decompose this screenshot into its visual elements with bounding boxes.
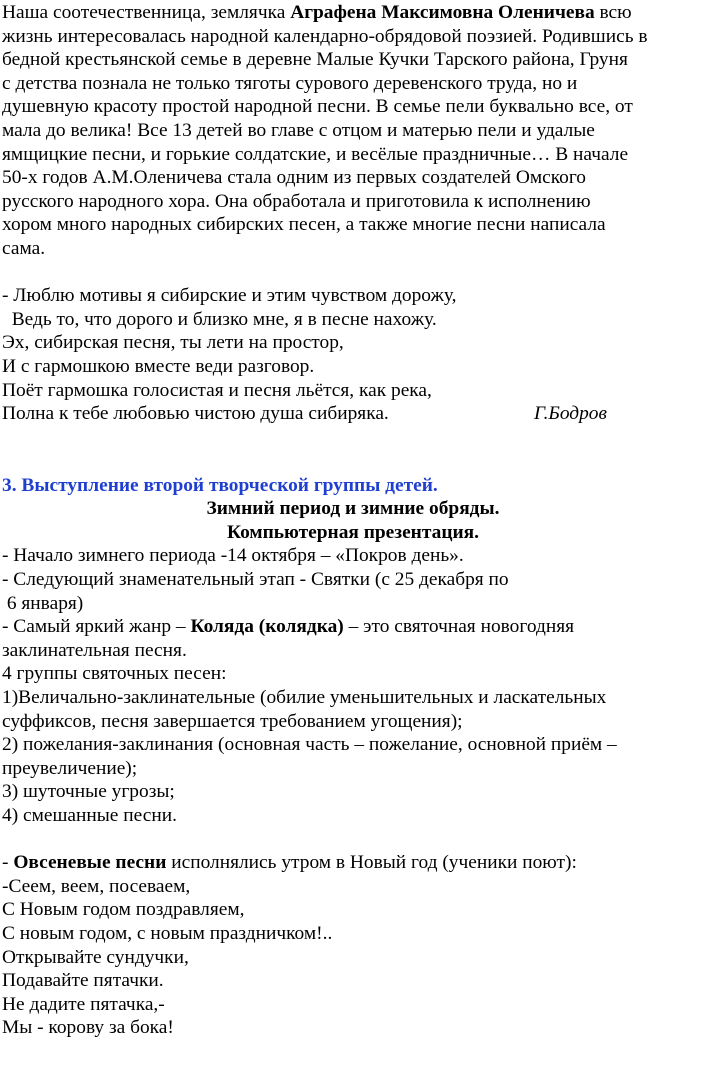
section-line-1: - Начало зимнего периода -14 октября – «Покров день». xyxy=(2,545,464,567)
section-line-8: суффиксов, песня завершается требованием угощения); xyxy=(2,710,463,732)
poem-line-5: Поёт гармошка голосистая и песня льётся, как река, xyxy=(2,379,432,401)
ovsen-section xyxy=(2,851,704,1040)
blank-lines xyxy=(2,426,704,474)
section-text: – это святочная новогодняя xyxy=(343,616,575,638)
poem xyxy=(2,284,704,426)
section-line-2: - Следующий знаменательный этап - Святки (с 25 декабря по xyxy=(2,569,509,591)
intro-line-1 xyxy=(2,1,704,25)
intro-line-3: бедной крестьянской семье в деревне Малые Кучки Тарского района, Груня xyxy=(2,49,628,71)
song-line-4: Открывайте сундучки, xyxy=(2,946,189,968)
genre-term: Овсеневые песни xyxy=(13,852,167,874)
song-line-7: Мы - корову за бока! xyxy=(2,1017,174,1039)
poem-line-3: Эх, сибирская песня, ты лети на простор, xyxy=(2,332,344,354)
poem-author: Г.Бодров xyxy=(534,403,607,425)
section-line-11: 3) шуточные угрозы; xyxy=(2,781,175,803)
intro-text: Наша соотечественница, землячка xyxy=(2,2,291,23)
section-line-10: преувеличение); xyxy=(2,757,138,779)
ovsen-text: - xyxy=(2,852,14,874)
section-subtitle-1: Зимний период и зимние обряды. xyxy=(206,498,500,520)
section-line-5: заклинательная песня. xyxy=(2,639,187,661)
poem-line-1: - Люблю мотивы я сибирские и этим чувством дорожу, xyxy=(2,285,457,307)
intro-line-6: мала до велика! Все 13 детей во главе с отцом и матерью пели и удалые xyxy=(2,119,595,141)
section-3 xyxy=(2,474,704,828)
intro-line-7: ямщицкие песни, и горькие солдатские, и весёлые праздничные… В начале xyxy=(2,143,629,165)
song-line-5: Подавайте пятачки. xyxy=(2,970,164,992)
intro-text: всю xyxy=(594,2,632,23)
section-line-6: 4 группы святочных песен: xyxy=(2,663,227,685)
intro-line-11: сама. xyxy=(2,237,46,259)
intro-line-5: душевную красоту простой народной песни. В семье пели буквально все, от xyxy=(2,96,633,118)
blank-line xyxy=(2,828,704,852)
poem-line-2: Ведь то, что дорого и близко мне, я в песне нахожу. xyxy=(2,308,437,330)
intro-line-2: жизнь интересовалась народной календарно-обрядовой поэзией. Родившись в xyxy=(2,25,648,47)
section-line-7: 1)Величально-заклинательные (обилие уменьшительных и ласкательных xyxy=(2,687,607,709)
section-text: - Самый яркий жанр – xyxy=(2,616,191,638)
section-line-9: 2) пожелания-заклинания (основная часть – пожелание, основной приём – xyxy=(2,734,617,756)
song-line-3: С новым годом, с новым праздничком!.. xyxy=(2,922,333,944)
genre-term: Коляда (колядка) xyxy=(190,616,344,638)
section-line-3: 6 января) xyxy=(2,592,84,614)
intro-line-4: с детства познала не только тяготы сурового деревенского труда, но и xyxy=(2,72,578,94)
blank-line xyxy=(2,261,704,285)
section-heading: 3. Выступление второй творческой группы детей. xyxy=(2,474,438,496)
intro-line-9: русского народного хора. Она обработала и приготовила к исполнению xyxy=(2,190,591,212)
ovsen-intro xyxy=(2,851,704,875)
section-line-4 xyxy=(2,615,704,639)
song-line-6: Не дадите пятачка,- xyxy=(2,993,165,1015)
song-line-2: С Новым годом поздравляем, xyxy=(2,899,245,921)
poem-line-4: И с гармошкою вместе веди разговор. xyxy=(2,355,315,377)
intro-paragraph xyxy=(2,0,704,261)
ovsen-text: исполнялись утром в Новый год (ученики поют): xyxy=(166,852,577,874)
section-line-12: 4) смешанные песни. xyxy=(2,805,177,826)
poem-text: Полна к тебе любовью чистою душа сибиряка. xyxy=(2,403,389,425)
poem-line-6 xyxy=(2,402,704,426)
intro-line-10: хором много народных сибирских песен, а также многие песни написала xyxy=(2,214,606,236)
person-name: Аграфена Максимовна Оленичева xyxy=(290,2,595,23)
song-line-1: -Сеем, веем, посеваем, xyxy=(2,875,191,897)
intro-line-8: 50-х годов А.М.Оленичева стала одним из первых создателей Омского xyxy=(2,167,586,189)
section-subtitle-2: Компьютерная презентация. xyxy=(226,521,479,543)
